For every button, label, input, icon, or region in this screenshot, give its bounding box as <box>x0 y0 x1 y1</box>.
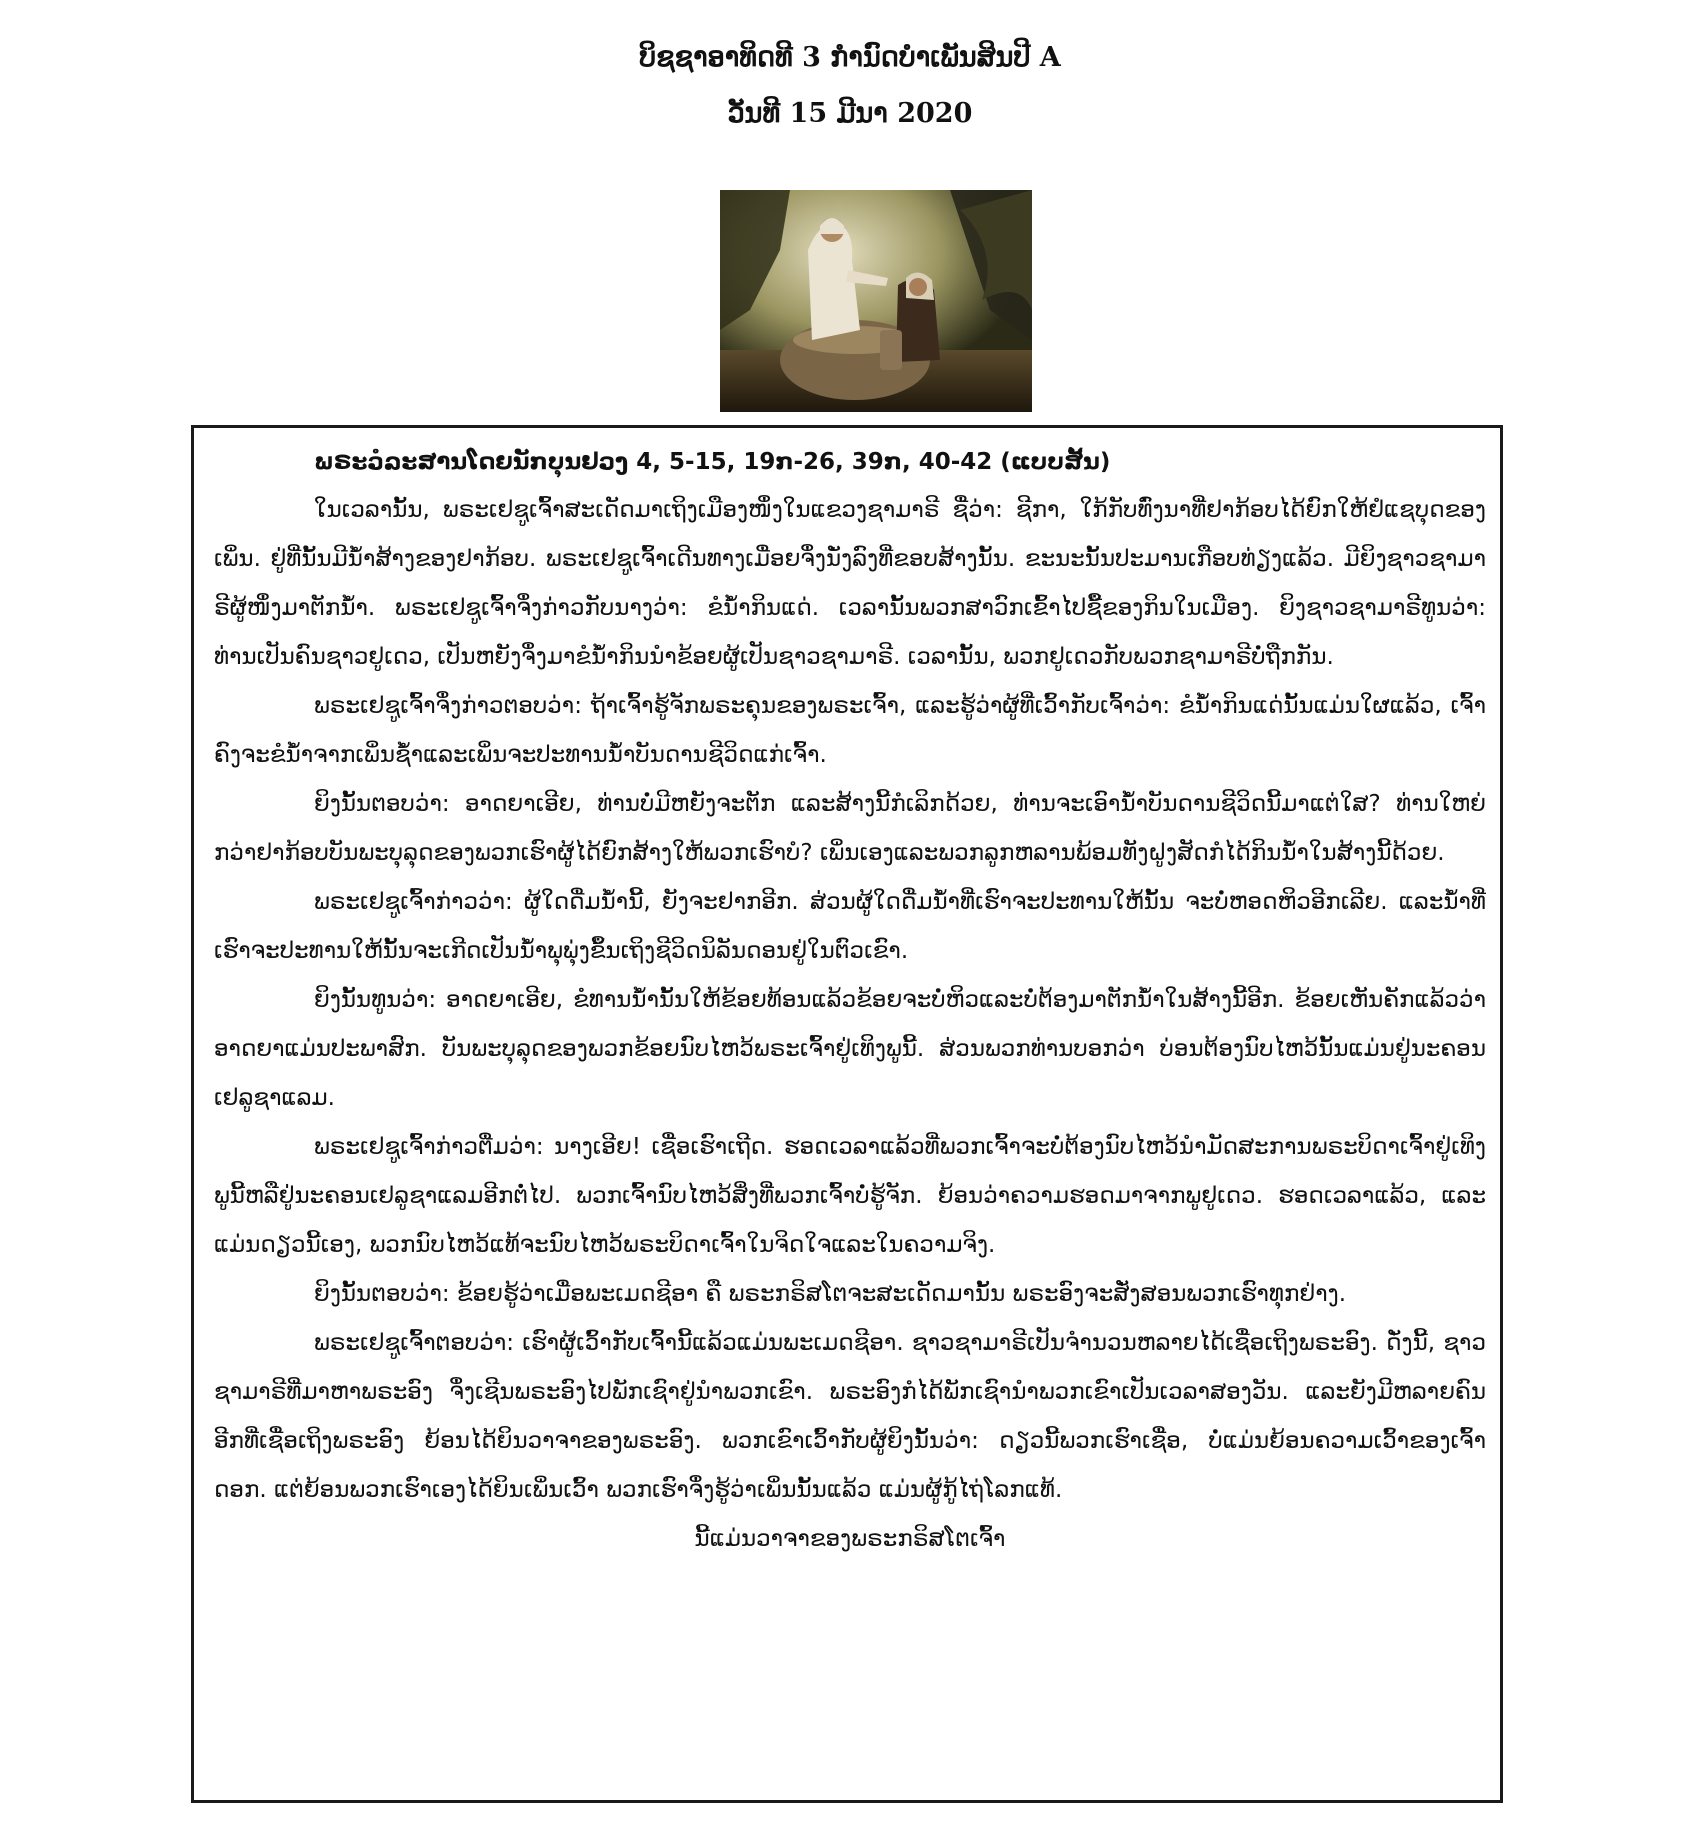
reading-paragraph: ໃນເວລານັ້ນ, ພຣະເຢຊູເຈົ້າສະເດັດມາເຖິງເມືອງໜຶ່ງໃນແຂວງຊາມາຣີ ຊື່ວ່າ: ຊີກາ, ໃກ້ກັບທົ່ງນາທີ່ຢາກ້ອບໄດ້ຍົກໃຫ້ຢໍແຊບຸດຂອງເພິ່ນ. ຢູ່ທີ່ນັ້ນມີນ້ຳສ້າງຂອງຢາກ້ອບ. ພຣະເຢຊູເຈົ້າເດີນທາງເມື່ອຍຈຶ່ງນັ່ງລົງທີ່ຂອບສ້າງນັ້ນ. ຂະນະນັ້ນປະມານເກືອບທ່ຽງແລ້ວ. ມີຍິງຊາວຊາມາຣີຜູ້ໜຶ່ງມາຕັກນ້ຳ. ພຣະເຢຊູເຈົ້າຈຶ່ງກ່າວກັບນາງວ່າ: ຂໍນ້ຳກິນແດ່. ເວລານັ້ນພວກສາວົກເຂົ້າໄປຊື້ຂອງກິນໃນເມືອງ. ຍິງຊາວຊາມາຣີທູນວ່າ: ທ່ານເປັນຄົນຊາວຢູເດວ, ເປັນຫຍັງຈຶ່ງມາຂໍນ້ຳກິນນຳຂ້ອຍຜູ້ເປັນຊາວຊາມາຣີ. ເວລານັ້ນ, ພວກຢູເດວກັບພວກຊາມາຣີບໍ່ຖືກກັນ. <box>214 497 1486 670</box>
reading-paragraph: ພຣະເຢຊູເຈົ້າຈຶ່ງກ່າວຕອບວ່າ: ຖ້າເຈົ້າຮູ້ຈັກພຣະຄຸນຂອງພຣະເຈົ້າ, ແລະຮູ້ວ່າຜູ້ທີ່ເວົ້າກັບເຈົ້າວ່າ: ຂໍນ້ຳກິນແດ່ນັ້ນແມ່ນໃຜແລ້ວ, ເຈົ້າຄົງຈະຂໍນ້ຳຈາກເພິ່ນຊ້ຳແລະເພິ່ນຈະປະທານນ້ຳບັນດານຊີວິດແກ່ເຈົ້າ. <box>214 693 1486 768</box>
reading-title: ພຣະວໍລະສານໂດຍນັກບຸນຢວງ 4, 5-15, 19ກ-26, 39ກ, 40-42 (ແບບສັ້ນ) <box>314 449 1111 475</box>
reading-paragraph: ຍິງນັ້ນຕອບວ່າ: ອາດຍາເອີຍ, ທ່ານບໍ່ມີຫຍັງຈະຕັກ ແລະສ້າງນີ້ກໍເລິກດ້ວຍ, ທ່ານຈະເອົານ້ຳບັນດານຊີວິດນີ້ມາແຕ່ໃສ? ທ່ານໃຫຍ່ກວ່າຢາກ້ອບບັນພະບຸລຸດຂອງພວກເຮົາຜູ້ໄດ້ຍົກສ້າງໃຫ້ພວກເຮົາບໍ? ເພິ່ນເອງແລະພວກລູກຫລານພ້ອມທັງຝູງສັດກໍໄດ້ກິນນ້ຳໃນສ້າງນີ້ດ້ວຍ. <box>214 791 1486 866</box>
gospel-reading-box <box>191 425 1503 1803</box>
reading-paragraph: ພຣະເຢຊູເຈົ້າຕອບວ່າ: ເຮົາຜູ້ເວົ້າກັບເຈົ້ານີ້ແລ້ວແມ່ນພະເມດຊີອາ. ຊາວຊາມາຣີເປັນຈຳນວນຫລາຍໄດ້ເຊື່ອເຖິງພຣະອົງ. ດັ່ງນີ້, ຊາວຊາມາຣີທີ່ມາຫາພຣະອົງ ຈຶ່ງເຊີນພຣະອົງໄປພັກເຊົາຢູ່ນຳພວກເຂົາ. ພຣະອົງກໍໄດ້ພັກເຊົານຳພວກເຂົາເປັນເວລາສອງວັນ. ແລະຍັງມີຫລາຍຄົນອີກທີ່ເຊື່ອເຖິງພຣະອົງ ຍ້ອນໄດ້ຍິນວາຈາຂອງພຣະອົງ. ພວກເຂົາເວົ້າກັບຜູ້ຍິງນັ້ນວ່າ: ດຽວນີ້ພວກເຮົາເຊື່ອ, ບໍ່ແມ່ນຍ້ອນຄວາມເວົ້າຂອງເຈົ້າດອກ. ແຕ່ຍ້ອນພວກເຮົາເອງໄດ້ຍິນເພິ່ນເວົ້າ ພວກເຮົາຈຶ່ງຮູ້ວ່າເພິ່ນນັ້ນແລ້ວ ແມ່ນຜູ້ກູ້ໄຖ່ໂລກແທ້. <box>214 1330 1486 1503</box>
illustration <box>720 190 1032 412</box>
page-date: ວັນທີ 15 ມີນາ 2020 <box>727 98 973 129</box>
painting-jesus-samaritan-woman-icon <box>720 190 1032 412</box>
gospel-reading-content <box>214 438 1486 1563</box>
reading-paragraph: ຍິງນັ້ນຕອບວ່າ: ຂ້ອຍຮູ້ວ່າເມື່ອພະເມດຊີອາ ຄື ພຣະກຣິສໂຕຈະສະເດັດມານັ້ນ ພຣະອົງຈະສັ່ງສອນພວກເຮົາທຸກຢ່າງ. <box>314 1281 1347 1307</box>
reading-closing: ນີ້ແມ່ນວາຈາຂອງພຣະກຣິສໂຕເຈົ້າ <box>694 1526 1006 1552</box>
reading-paragraph: ພຣະເຢຊູເຈົ້າກ່າວຕື່ມວ່າ: ນາງເອີຍ! ເຊື່ອເຮົາເຖີດ. ຮອດເວລາແລ້ວທີ່ພວກເຈົ້າຈະບໍ່ຕ້ອງນົບໄຫວ້ນຳມັດສະການພຣະບິດາເຈົ້າຢູ່ເທິງພູນີ້ຫລືຢູ່ນະຄອນເຢລູຊາແລມອີກຕໍ່ໄປ. ພວກເຈົ້ານົບໄຫວ້ສິ່ງທີ່ພວກເຈົ້າບໍ່ຮູ້ຈັກ. ຍ້ອນວ່າຄວາມຮອດມາຈາກພູຢູເດວ. ຮອດເວລາແລ້ວ, ແລະແມ່ນດຽວນີ້ເອງ, ພວກນົບໄຫວ້ແທ້ຈະນົບໄຫວ້ພຣະບິດາເຈົ້າໃນຈິດໃຈແລະໃນຄວາມຈິງ. <box>214 1134 1486 1258</box>
reading-paragraph: ພຣະເຢຊູເຈົ້າກ່າວວ່າ: ຜູ້ໃດດື່ມນ້ຳນີ້, ຍັງຈະຢາກອີກ. ສ່ວນຜູ້ໃດດື່ມນ້ຳທີ່ເຮົາຈະປະທານໃຫ້ນັ້ນ ຈະບໍ່ຫອດຫິວອີກເລີຍ. ແລະນ້ຳທີ່ເຮົາຈະປະທານໃຫ້ນັ້ນຈະເກີດເປັນນ້ຳພຸພຸ່ງຂຶ້ນເຖິງຊີວິດນິລັນດອນຢູ່ໃນຕົວເຂົາ. <box>214 889 1486 964</box>
reading-paragraph: ຍິງນັ້ນທູນວ່າ: ອາດຍາເອີຍ, ຂໍທານນ້ຳນັ້ນໃຫ້ຂ້ອຍທ້ອນແລ້ວຂ້ອຍຈະບໍ່ຫິວແລະບໍ່ຕ້ອງມາຕັກນ້ຳໃນສ້າງນີ້ອີກ. ຂ້ອຍເຫັນຄັກແລ້ວວ່າອາດຍາແມ່ນປະພາສົກ. ບັນພະບຸລຸດຂອງພວກຂ້ອຍນົບໄຫວ້ພຣະເຈົ້າຢູ່ເທິງພູນີ້. ສ່ວນພວກທ່ານບອກວ່າ ບ່ອນຕ້ອງນົບໄຫວ້ນັ້ນແມ່ນຢູ່ນະຄອນເຢລູຊາແລມ. <box>214 987 1486 1111</box>
page-title: ບິຊຊາອາທິດທີ 3 ກຳນົດບຳເພັນສິນປີ A <box>639 42 1061 73</box>
